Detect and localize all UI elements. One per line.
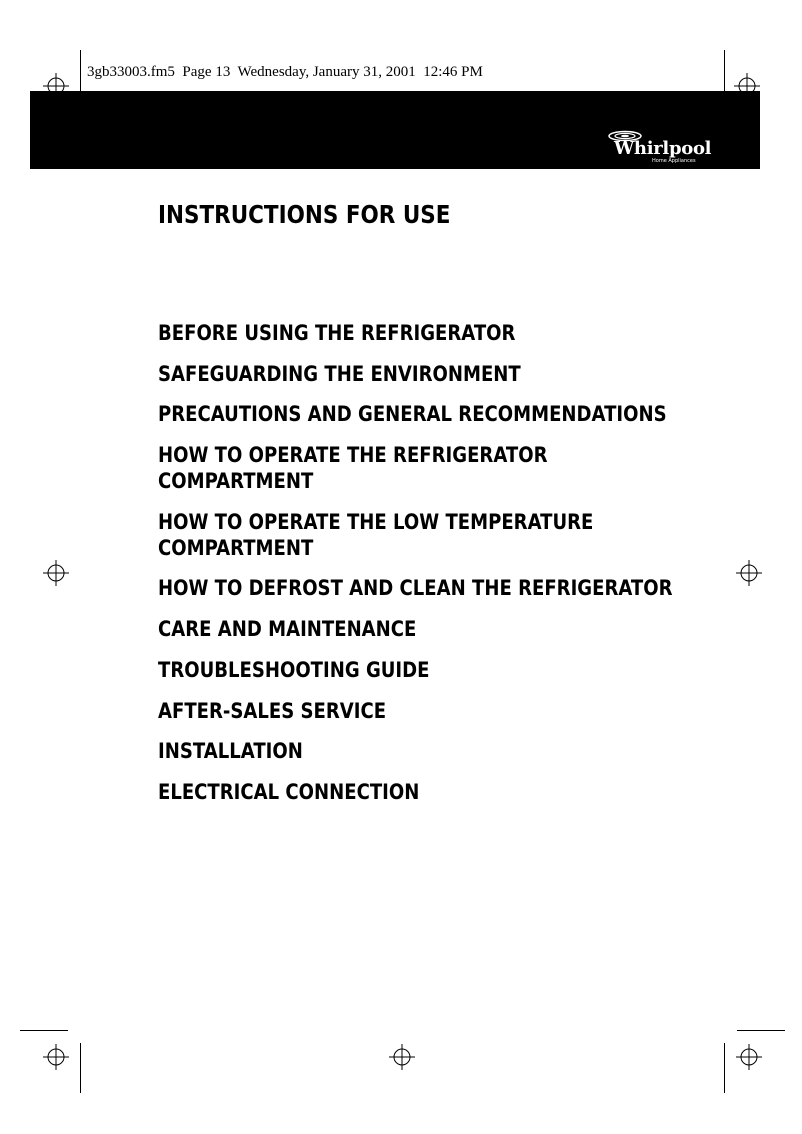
toc-item: HOW TO DEFROST AND CLEAN THE REFRIGERATOR xyxy=(158,576,673,601)
table-of-contents xyxy=(158,320,778,820)
registration-mark-icon xyxy=(43,560,69,586)
toc-item: INSTALLATION xyxy=(158,739,303,764)
toc-item: HOW TO OPERATE THE LOW TEMPERATURE COMPARTMENT xyxy=(158,509,594,560)
registration-mark-icon xyxy=(43,1044,69,1070)
toc-item: CARE AND MAINTENANCE xyxy=(158,617,417,642)
crop-mark xyxy=(724,50,725,110)
toc-item: ELECTRICAL CONNECTION xyxy=(158,779,420,804)
toc-item: SAFEGUARDING THE ENVIRONMENT xyxy=(158,361,521,386)
crop-mark xyxy=(80,50,81,110)
brand-tagline: Home Appliances xyxy=(652,158,696,164)
crop-mark xyxy=(724,1043,725,1093)
toc-item: HOW TO OPERATE THE REFRIGERATOR COMPARTMENT xyxy=(158,443,548,494)
registration-mark-icon xyxy=(389,1044,415,1070)
registration-mark-icon xyxy=(736,1044,762,1070)
toc-item: BEFORE USING THE REFRIGERATOR xyxy=(158,321,516,345)
crop-mark xyxy=(20,1030,68,1031)
header-band xyxy=(30,91,760,169)
page-title: INSTRUCTIONS FOR USE xyxy=(158,200,451,229)
toc-item: TROUBLESHOOTING GUIDE xyxy=(158,657,430,682)
toc-item: PRECAUTIONS AND GENERAL RECOMMENDATIONS xyxy=(158,402,667,427)
print-slug: 3gb33003.fm5 Page 13 Wednesday, January 31, 2001 12:46 PM xyxy=(87,64,483,80)
registration-mark-icon xyxy=(734,73,760,99)
crop-mark xyxy=(80,1043,81,1093)
registration-mark-icon xyxy=(43,73,69,99)
registration-mark-icon xyxy=(736,560,762,586)
brand-name: Whirlpool xyxy=(614,138,712,159)
toc-item: AFTER-SALES SERVICE xyxy=(158,698,387,723)
crop-mark xyxy=(737,1030,785,1031)
brand-logo xyxy=(582,128,712,168)
